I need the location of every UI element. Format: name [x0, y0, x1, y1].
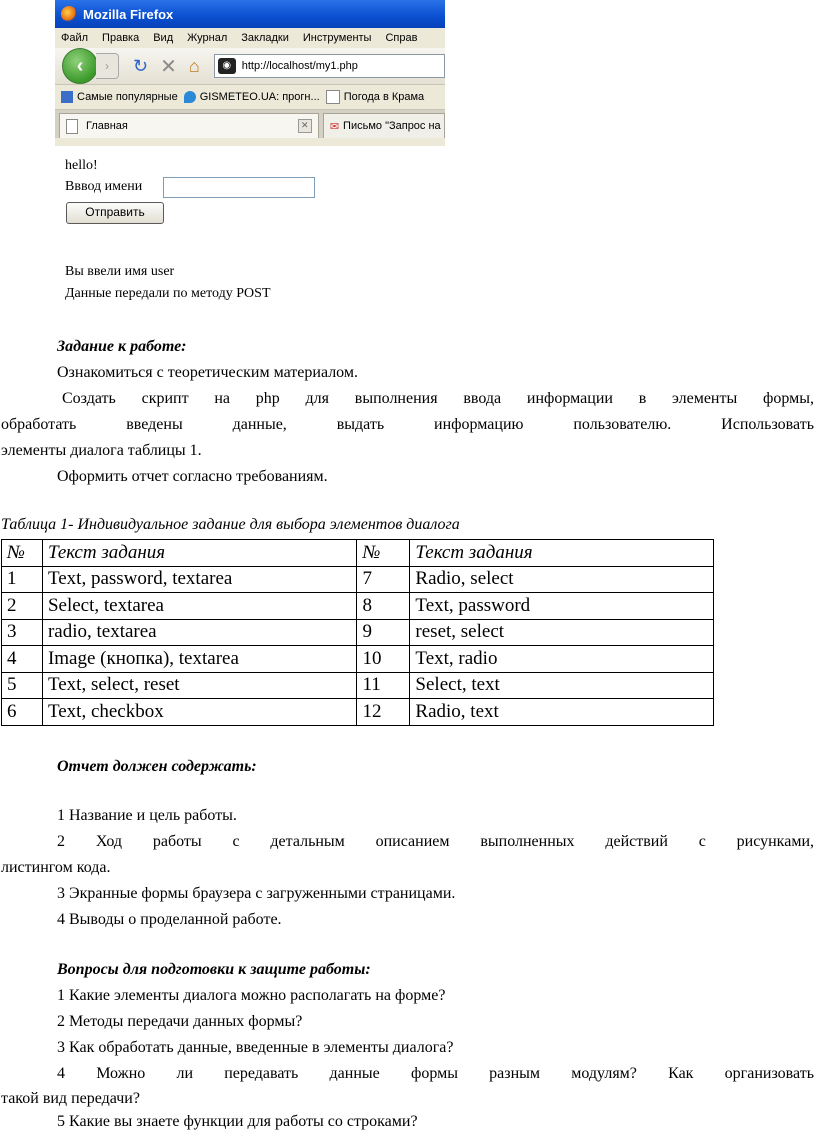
menu-history[interactable]: Журнал	[187, 32, 228, 44]
questions-heading: Вопросы для подготовки к защите работы:	[57, 961, 371, 978]
question-2: 2 Методы передачи данных формы?	[57, 1013, 303, 1030]
title-bar	[55, 0, 445, 28]
name-label: Вввод имени	[65, 179, 143, 194]
table-row	[2, 619, 714, 646]
bookmark-gismeteo[interactable]	[184, 91, 320, 103]
menu-bar	[55, 28, 445, 48]
task-paragraph-2-line-1: Создать скрипт на php для выполнения ввода информации в элементы формы,	[62, 390, 814, 407]
table-header-row	[2, 540, 714, 567]
table-cell: 2	[2, 593, 43, 620]
task-paragraph-3: Оформить отчет согласно требованиям.	[57, 468, 328, 485]
table-cell: 7	[357, 566, 410, 593]
table-cell: 9	[357, 619, 410, 646]
browser-screenshot	[55, 0, 445, 146]
result-name-text: Вы ввели имя user	[65, 264, 175, 279]
table-cell: 11	[357, 672, 410, 699]
bookmark-most-visited[interactable]	[61, 91, 178, 103]
name-input[interactable]	[163, 177, 315, 198]
task-paragraph-2-line-3: элементы диалога таблицы 1.	[1, 442, 202, 459]
result-method-text: Данные передали по методу POST	[65, 286, 271, 301]
menu-file[interactable]: Файл	[61, 32, 89, 44]
hello-text: hello!	[65, 158, 98, 173]
table-row	[2, 646, 714, 673]
task-paragraph-2-line-2: обработать введены данные, выдать информацию пользователю. Использовать	[1, 416, 814, 433]
question-4-line-1: 4 Можно ли передавать данные формы разным модулям? Как организовать	[57, 1065, 814, 1082]
bookmark-label: Самые популярные	[77, 91, 178, 103]
table-cell: 5	[2, 672, 43, 699]
url-text: http://localhost/my1.php	[241, 60, 358, 72]
window-title: Mozilla Firefox	[83, 6, 174, 22]
menu-edit[interactable]: Правка	[102, 32, 140, 44]
report-item-2-line-1: 2 Ход работы с детальным описанием выполненных действий с рисунками,	[57, 833, 814, 850]
tab-strip	[55, 110, 445, 138]
table-header-cell: Текст задания	[410, 540, 714, 567]
report-item-2-line-2: листингом кода.	[1, 859, 111, 876]
table-header-cell: №	[2, 540, 43, 567]
table-row	[2, 699, 714, 726]
table-cell: Text, select, reset	[42, 672, 357, 699]
page-icon	[66, 119, 78, 134]
stop-icon[interactable]: ✕	[160, 55, 177, 78]
site-identity-icon[interactable]: ◉	[218, 58, 236, 74]
question-1: 1 Какие элементы диалога можно располагать на форме?	[57, 987, 446, 1004]
close-icon[interactable]: ✕	[298, 119, 312, 133]
table-cell: Radio, text	[410, 699, 714, 726]
table-cell: 4	[2, 646, 43, 673]
tab-home[interactable]	[59, 113, 319, 138]
task-table	[1, 539, 714, 726]
question-4-line-2: такой вид передачи?	[1, 1090, 140, 1107]
menu-help[interactable]: Справ	[385, 32, 418, 44]
firefox-logo-icon	[61, 6, 77, 22]
navigation-toolbar	[55, 48, 445, 85]
table-cell: Select, textarea	[42, 593, 357, 620]
table-row	[2, 672, 714, 699]
report-item-1: 1 Название и цель работы.	[57, 807, 237, 824]
tab-label: Главная	[86, 120, 128, 132]
table-cell: radio, textarea	[42, 619, 357, 646]
submit-button[interactable]: Отправить	[66, 202, 164, 224]
table-row	[2, 593, 714, 620]
forward-dropdown-button[interactable]: ›	[96, 53, 119, 79]
table-cell: 6	[2, 699, 43, 726]
question-3: 3 Как обработать данные, введенные в элементы диалога?	[57, 1039, 454, 1056]
table-header-cell: №	[357, 540, 410, 567]
table-cell: Radio, select	[410, 566, 714, 593]
question-5: 5 Какие вы знаете функции для работы со строками?	[57, 1113, 418, 1130]
table-cell: Select, text	[410, 672, 714, 699]
table-cell: Text, password, textarea	[42, 566, 357, 593]
bookmark-weather[interactable]	[326, 90, 425, 104]
table-cell: 3	[2, 619, 43, 646]
reload-icon[interactable]: ↻	[133, 55, 149, 76]
table-cell: 10	[357, 646, 410, 673]
task-heading: Задание к работе:	[57, 338, 187, 355]
menu-bookmarks[interactable]: Закладки	[241, 32, 289, 44]
table-cell: 12	[357, 699, 410, 726]
report-item-4: 4 Выводы о проделанной работе.	[57, 911, 282, 928]
table-row	[2, 566, 714, 593]
table-cell: 8	[357, 593, 410, 620]
table-cell: Text, password	[410, 593, 714, 620]
home-icon[interactable]: ⌂	[188, 55, 200, 76]
table-caption: Таблица 1- Индивидуальное задание для выбора элементов диалога	[1, 516, 460, 533]
table-cell: reset, select	[410, 619, 714, 646]
tab-mail[interactable]	[323, 113, 445, 138]
menu-view[interactable]: Вид	[153, 32, 174, 44]
menu-tools[interactable]: Инструменты	[302, 32, 372, 44]
report-heading: Отчет должен содержать:	[57, 758, 257, 775]
bookmark-folder-icon	[61, 91, 73, 103]
bookmarks-toolbar	[55, 85, 445, 110]
bookmark-label: GISMETEO.UA: прогн...	[199, 91, 320, 103]
tab-label: Письмо "Запрос на	[343, 120, 441, 132]
back-button[interactable]: ‹	[62, 48, 98, 84]
report-item-3: 3 Экранные формы браузера с загруженными страницами.	[57, 885, 456, 902]
table-cell: Text, checkbox	[42, 699, 357, 726]
task-paragraph-1: Ознакомиться с теоретическим материалом.	[57, 364, 358, 381]
table-header-cell: Текст задания	[42, 540, 357, 567]
bookmark-label: Погода в Крама	[343, 91, 425, 103]
table-cell: 1	[2, 566, 43, 593]
table-cell: Image (кнопка), textarea	[42, 646, 357, 673]
table-cell: Text, radio	[410, 646, 714, 673]
weather-drop-icon	[184, 91, 196, 103]
page-icon	[326, 90, 340, 104]
url-bar[interactable]	[214, 54, 445, 78]
mail-icon: ✉	[329, 120, 340, 133]
